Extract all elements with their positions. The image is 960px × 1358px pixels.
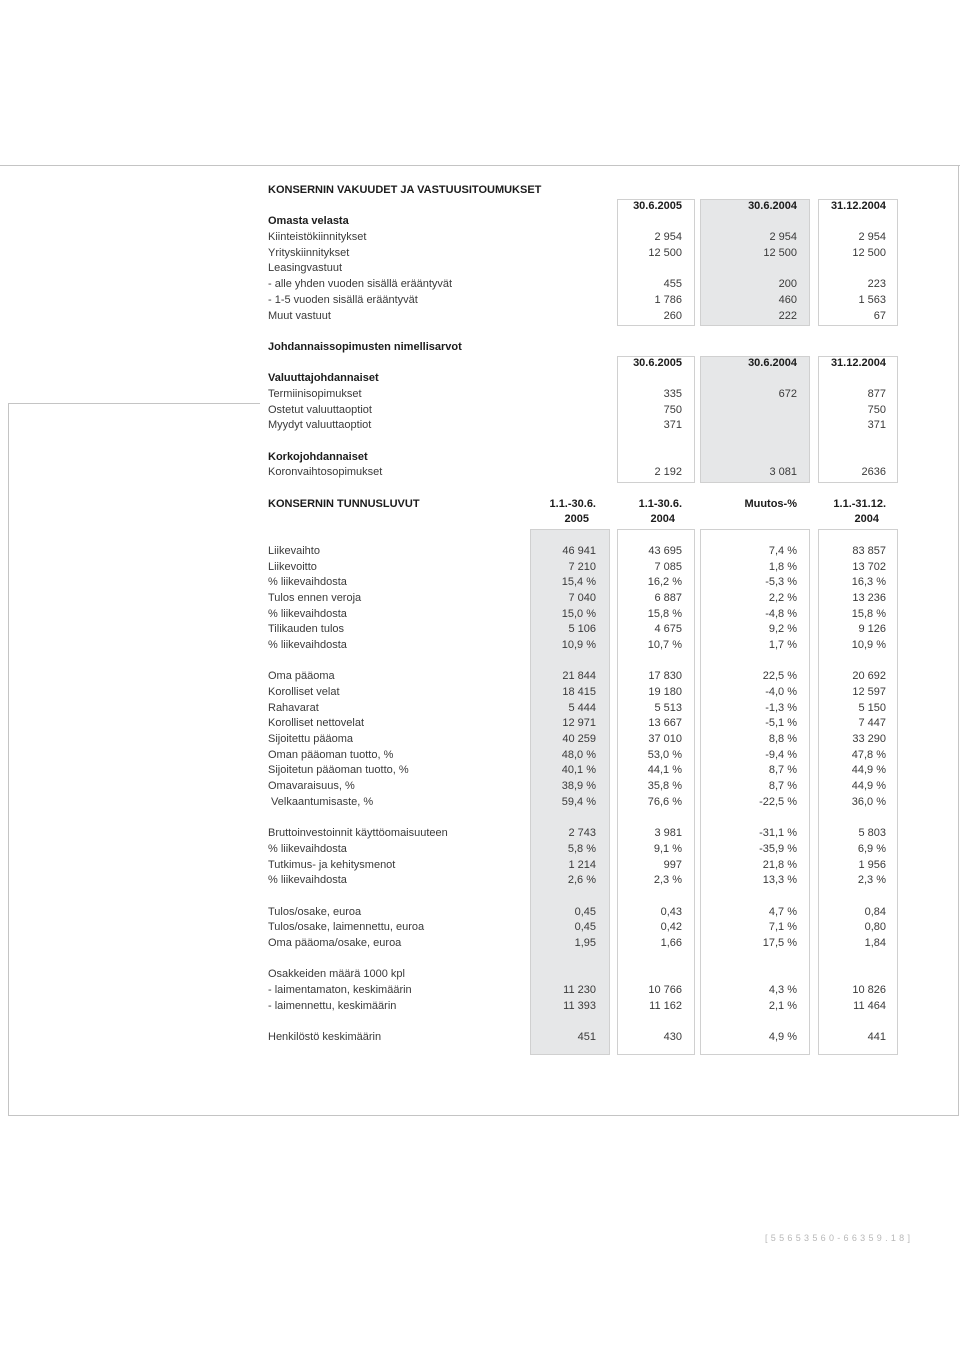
spacer-row [0,1014,960,1030]
subheading: Valuuttajohdannaiset [268,372,379,385]
cell-value: 877 [867,387,886,400]
cell-value: 15,8 % [647,607,682,620]
row-label: % liikevaihdosta [268,607,347,620]
cell-value: 10,9 % [561,638,596,651]
row-label: Myydyt valuuttaoptiot [268,419,372,432]
spacer-row [0,434,960,450]
cell-value: 12 597 [852,686,886,698]
cell-value: 5 513 [654,701,682,714]
cell-value: 8,8 % [768,733,797,746]
row-label: Oma pääoma [268,670,335,683]
cell-value: 5 444 [568,701,596,714]
row-label: - laimennettu, keskimäärin [268,999,397,1012]
cell-value: 47,8 % [851,748,886,761]
cell-value: 12 500 [648,246,682,259]
row-label: Velkaantumisaste, % [268,795,374,808]
table-row [0,967,960,983]
row-label: Termiinisopimukset [268,387,362,400]
cell-value: -5,1 % [765,717,797,730]
cell-value: 430 [663,1031,682,1044]
table-row [0,732,960,748]
table-row [0,607,960,623]
cell-value: 11 230 [563,984,596,997]
column-header: 1.1-30.6. [638,497,682,510]
spacer-row [0,654,960,670]
table-row [0,591,960,607]
cell-value: 1,7 % [768,638,797,651]
row-label: Sijoitettu pääoma [268,733,353,746]
cell-value: 8,7 % [768,780,797,793]
cell-value: 0,84 [864,905,886,918]
cell-value: 1,84 [864,937,886,949]
row-label: Sijoitetun pääoman tuotto, % [268,764,409,777]
cell-value: 16,2 % [647,576,682,589]
cell-value: 9,1 % [653,842,682,855]
table-row [0,873,960,889]
cell-value: 455 [663,278,682,291]
cell-value: 12 500 [852,246,886,259]
table-row [0,309,960,325]
cell-value: 2,3 % [653,874,682,887]
cell-value: 3 981 [654,827,682,840]
table-row [0,669,960,685]
cell-value: 11 464 [853,999,886,1012]
cell-value: 672 [778,387,797,400]
table-row [0,936,960,952]
cell-value: 4,3 % [768,984,797,997]
cell-value: 371 [663,419,682,432]
row-label: Osakkeiden määrä 1000 kpl [268,968,405,981]
subheading-row [0,450,960,466]
cell-value: 38,9 % [561,780,596,793]
cell-value: 0,42 [660,921,682,934]
table-row [0,261,960,277]
row-label: Oman pääoman tuotto, % [268,748,394,761]
cell-value: 2 954 [858,231,886,244]
cell-value: 7 447 [858,717,886,730]
table-row [0,560,960,576]
cell-value: 53,0 % [647,748,682,761]
cell-value: 15,4 % [561,576,596,589]
cell-value: 40,1 % [561,764,596,777]
subheading-row [0,214,960,230]
section-title: KONSERNIN TUNNUSLUVUT [268,497,420,510]
column-header-year: 2004 [650,513,675,526]
row-label: Yrityskiinnitykset [268,246,350,259]
cell-value: -31,1 % [759,827,797,840]
spacer-row [0,324,960,340]
row-label: Tulos ennen veroja [268,591,362,604]
cell-value: 451 [577,1031,596,1044]
cell-value: -22,5 % [759,795,797,808]
table-row [0,1030,960,1046]
subheading: Korkojohdannaiset [268,450,368,463]
spacer-row [0,889,960,905]
cell-value: 2,1 % [768,999,797,1012]
cell-value: 1 956 [858,858,886,871]
table-row [0,277,960,293]
document-body [0,183,960,1046]
row-label: Leasingvastuut [268,262,342,275]
row-label: Bruttoinvestoinnit käyttöomaisuuteen [268,827,448,840]
cell-value: 7 210 [568,560,596,573]
row-label: Tutkimus- ja kehitysmenot [268,858,396,871]
cell-value: 10,9 % [851,638,886,651]
cell-value: 44,1 % [647,764,682,777]
cell-value: 40 259 [562,733,596,746]
cell-value: 13 667 [648,717,682,730]
row-label: Liikevaihto [268,544,320,557]
cell-value: 67 [873,309,886,322]
subheading: Omasta velasta [268,215,349,228]
cell-value: 15,8 % [851,607,886,620]
cell-value: 260 [663,309,682,322]
cell-value: 12 971 [562,717,596,730]
cell-value: 36,0 % [851,795,886,808]
cell-value: 6,9 % [857,842,886,855]
cell-value: 7,1 % [768,921,797,934]
column-header: Muutos-% [744,497,797,510]
table-row [0,763,960,779]
row-label: Tulos/osake, euroa [268,905,362,918]
cell-value: 17,5 % [762,937,797,949]
cell-value: 20 692 [852,670,886,683]
cell-value: -4,8 % [765,607,797,620]
cell-value: 460 [778,293,797,306]
rule-line-top [0,165,960,166]
cell-value: 0,43 [660,905,682,918]
cell-value: 4 675 [654,623,682,636]
section-title: KONSERNIN VAKUUDET JA VASTUUSITOUMUKSET [268,184,542,196]
cell-value: 222 [778,309,797,322]
cell-value: 371 [867,419,886,432]
cell-value: 7,4 % [768,544,797,557]
row-label: Oma pääoma/osake, euroa [268,937,402,949]
cell-value: 17 830 [648,670,682,683]
row-label: Korolliset nettovelat [268,717,364,730]
column-header-year: 2004 [854,513,879,526]
row-label: Rahavarat [268,701,319,714]
cell-value: 5 106 [568,623,596,636]
cell-value: 6 887 [654,591,682,604]
cell-value: 13,3 % [762,874,797,887]
table-row [0,638,960,654]
cell-value: -9,4 % [765,748,797,761]
cell-value: 44,9 % [851,780,886,793]
cell-value: 76,6 % [647,795,682,808]
cell-value: 9 126 [858,623,886,636]
cell-value: 1,8 % [768,560,797,573]
cell-value: 441 [867,1031,886,1044]
column-header-row [0,199,960,215]
row-label: % liikevaihdosta [268,874,347,887]
column-header-row [0,356,960,372]
cell-value: 750 [663,403,682,416]
table-row [0,293,960,309]
row-label: Koronvaihtosopimukset [268,466,383,479]
column-header: 30.6.2005 [633,199,682,212]
cell-value: 997 [663,858,682,871]
cell-value: 750 [867,403,886,416]
table-row [0,999,960,1015]
table-row [0,622,960,638]
spacer-row [0,528,960,544]
row-label: Tulos/osake, laimennettu, euroa [268,921,425,934]
row-label: Omavaraisuus, % [268,780,355,793]
cell-value: 48,0 % [561,748,596,761]
cell-value: 46 941 [562,544,596,557]
cell-value: 12 500 [763,246,797,259]
cell-value: 44,9 % [851,764,886,777]
column-header: 30.6.2005 [633,356,682,369]
cell-value: 1 786 [654,293,682,306]
cell-value: 5 803 [858,827,886,840]
cell-value: -35,9 % [759,842,797,855]
row-label: Ostetut valuuttaoptiot [268,403,372,416]
column-header-year: 2005 [564,513,589,526]
cell-value: 2 743 [568,827,596,840]
cell-value: 10,7 % [647,638,682,651]
cell-value: 4,9 % [768,1031,797,1044]
row-label: Kiinteistökiinnitykset [268,231,367,244]
cell-value: 18 415 [562,686,596,698]
cell-value: 16,3 % [851,576,886,589]
cell-value: 2 192 [654,466,682,479]
row-label: Liikevoitto [268,560,317,573]
cell-value: 43 695 [648,544,682,557]
section-title-row [0,183,960,199]
cell-value: 2 954 [654,231,682,244]
table-row [0,905,960,921]
row-label: - laimentamaton, keskimäärin [268,984,412,997]
cell-value: 4,7 % [768,905,797,918]
table-row [0,246,960,262]
cell-value: 83 857 [852,544,886,557]
row-label: Muut vastuut [268,309,331,322]
cell-value: 5,8 % [567,842,596,855]
spacer-row [0,952,960,968]
cell-value: -4,0 % [765,686,797,698]
table-row [0,716,960,732]
cell-value: 200 [778,278,797,291]
cell-value: 5 150 [858,701,886,714]
subheading-row [0,371,960,387]
cell-value: 21 844 [562,670,596,683]
row-label: % liikevaihdosta [268,576,347,589]
table-row [0,418,960,434]
cell-value: 22,5 % [762,670,797,683]
column-header: 1.1.-30.6. [549,497,596,510]
rule-line-bottom [8,1115,959,1116]
row-label: Korolliset velat [268,686,340,698]
spacer-row [0,481,960,497]
cell-value: 0,80 [864,921,886,934]
table-row [0,701,960,717]
column-header: 30.6.2004 [748,356,797,369]
cell-value: 8,7 % [768,764,797,777]
row-label: % liikevaihdosta [268,842,347,855]
cell-value: 1 563 [858,293,886,306]
row-label: - alle yhden vuoden sisällä erääntyvät [268,278,453,291]
row-label: Tilikauden tulos [268,623,345,636]
cell-value: 15,0 % [561,607,596,620]
cell-value: 1,66 [660,937,682,949]
cell-value: 21,8 % [762,858,797,871]
cell-value: 0,45 [574,921,596,934]
cell-value: 7 040 [568,591,596,604]
cell-value: 2 954 [769,231,797,244]
table-row [0,920,960,936]
table-row [0,230,960,246]
table-row [0,842,960,858]
column-header: 31.12.2004 [830,199,886,212]
table-row [0,575,960,591]
table-row [0,685,960,701]
cell-value: 2636 [861,466,886,479]
table-row [0,403,960,419]
cell-value: 35,8 % [647,780,682,793]
cell-value: 13 702 [852,560,886,573]
cell-value: 223 [867,278,886,291]
table-row [0,465,960,481]
table-row [0,826,960,842]
section-title-row [0,340,960,356]
cell-value: -1,3 % [765,701,797,714]
table-row [0,779,960,795]
cell-value: 2,2 % [768,591,797,604]
section-title: Johdannaissopimusten nimellisarvot [268,340,462,353]
spacer-row [0,811,960,827]
table-row [0,544,960,560]
cell-value: 10 826 [852,984,886,997]
row-label: Henkilöstö keskimäärin [268,1031,382,1044]
column-header-row [0,512,960,528]
cell-value: 3 081 [769,466,797,479]
cell-value: 59,4 % [561,795,596,808]
table-row [0,748,960,764]
table-row [0,387,960,403]
cell-value: 10 766 [648,984,682,997]
table-row [0,858,960,874]
column-header: 31.12.2004 [830,356,886,369]
cell-value: 0,45 [574,905,596,918]
cell-value: 2,6 % [567,874,596,887]
table-row [0,795,960,811]
column-header: 1.1.-31.12. [833,497,886,510]
cell-value: 11 393 [563,999,596,1012]
cell-value: 9,2 % [768,623,797,636]
cell-value: 7 085 [654,560,682,573]
cell-value: 37 010 [648,733,682,746]
cell-value: 19 180 [648,686,682,698]
cell-value: 11 162 [649,999,682,1012]
cell-value: 13 236 [852,591,886,604]
cell-value: 33 290 [852,733,886,746]
cell-value: 335 [663,387,682,400]
column-header: 30.6.2004 [748,199,797,212]
cell-value: 1,95 [574,937,596,949]
table-row [0,983,960,999]
section-title-row [0,497,960,513]
row-label: % liikevaihdosta [268,638,347,651]
page-code: [ 5 5 6 5 3 5 6 0 - 6 6 3 5 9 . 1 8 ] [765,1233,911,1243]
row-label: - 1-5 vuoden sisällä erääntyvät [268,293,418,306]
cell-value: 1 214 [568,858,596,871]
cell-value: -5,3 % [765,576,797,589]
cell-value: 2,3 % [857,874,886,887]
